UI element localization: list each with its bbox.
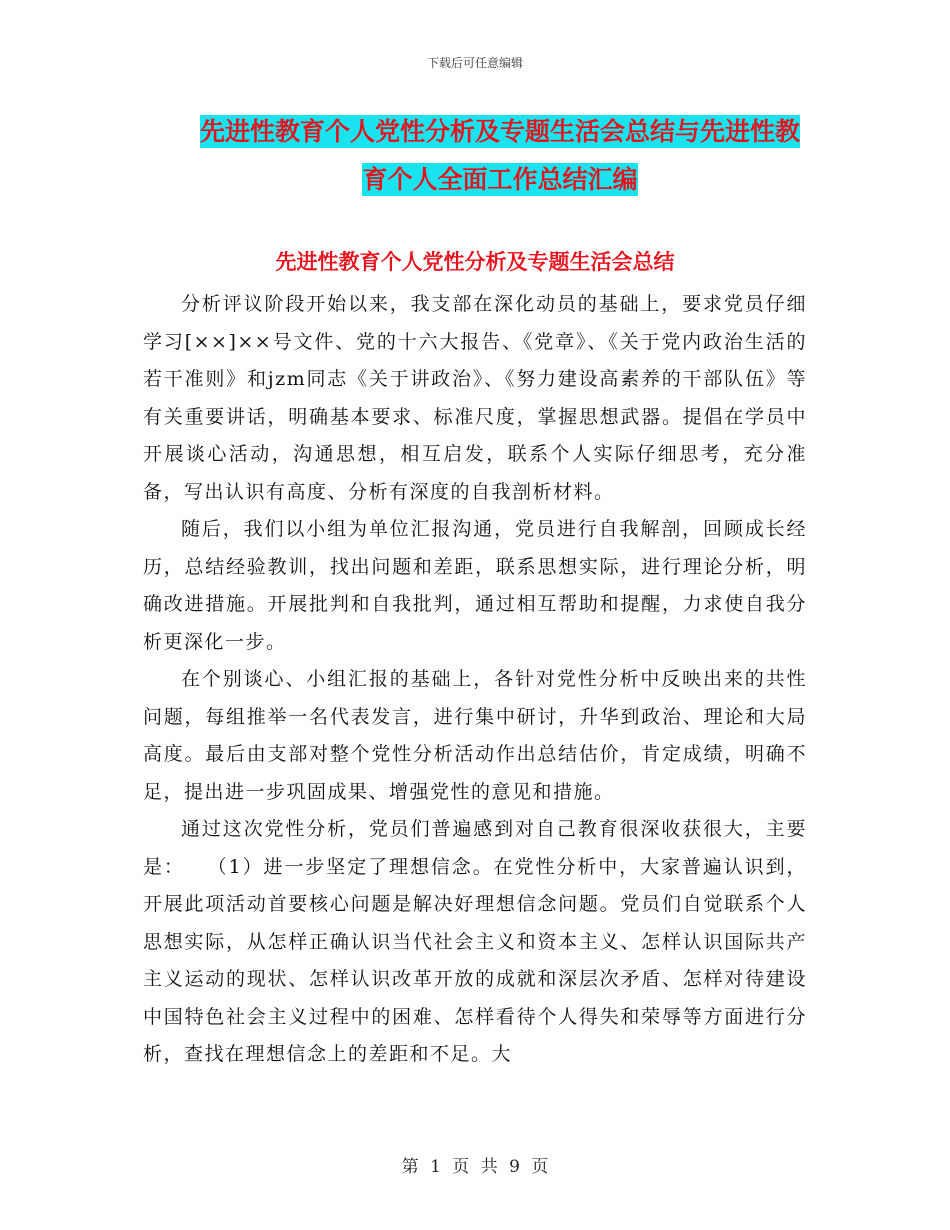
body-text bbox=[143, 286, 807, 1074]
paragraph: 在个别谈心、小组汇报的基础上，各针对党性分析中反映出来的共性问题，每组推举一名代表发言，进行集中研讨，升华到政治、理论和大局高度。最后由支部对整个党性分析活动作出总结估价，肯定成绩，明确不足，提出进一步巩固成果、增强党性的意见和措施。 bbox=[143, 668, 807, 803]
document-title bbox=[190, 108, 810, 204]
section-heading: 先进性教育个人党性分析及专题生活会总结 bbox=[275, 250, 675, 274]
document-title-text: 先进性教育个人党性分析及专题生活会总结与先进性教育个人全面工作总结汇编 bbox=[199, 117, 800, 194]
page-header-note: 下载后可任意编辑 bbox=[426, 56, 523, 70]
paragraph: 通过这次党性分析，党员们普遍感到对自己教育很深收获很大，主要是： （1）进一步坚定了理想信念。在党性分析中，大家普遍认识到，开展此项活动首要核心问题是解决好理想信念问题。党员们自觉联系个人思想实际，从怎样正确认识当代社会主义和资本主义、怎样认识国际共产主义运动的现状、怎样认识改革开放的成就和深层次矛盾、怎样对待建设中国特色社会主义过程中的困难、怎样看待个人得失和荣辱等方面进行分析，查找在理想信念上的差距和不足。大 bbox=[143, 818, 807, 1065]
paragraph: 随后，我们以小组为单位汇报沟通，党员进行自我解剖，回顾成长经历，总结经验教训，找出问题和差距，联系思想实际，进行理论分析，明确改进措施。开展批判和自我批判，通过相互帮助和提醒，力求使自我分析更深化一步。 bbox=[143, 518, 807, 653]
paragraph: 分析评议阶段开始以来，我支部在深化动员的基础上，要求党员仔细学习[××]××号文件、党的十六大报告、《党章》、《关于党内政治生活的若干准则》和jzm同志《关于讲政治》、《努力建设高素养的干部队伍》等有关重要讲话，明确基本要求、标准尺度，掌握思想武器。提倡在学员中开展谈心活动，沟通思想，相互启发，联系个人实际仔细思考，充分准备，写出认识有高度、分析有深度的自我剖析材料。 bbox=[143, 293, 807, 503]
page-number: 第 1 页 共 9 页 bbox=[401, 1157, 549, 1177]
